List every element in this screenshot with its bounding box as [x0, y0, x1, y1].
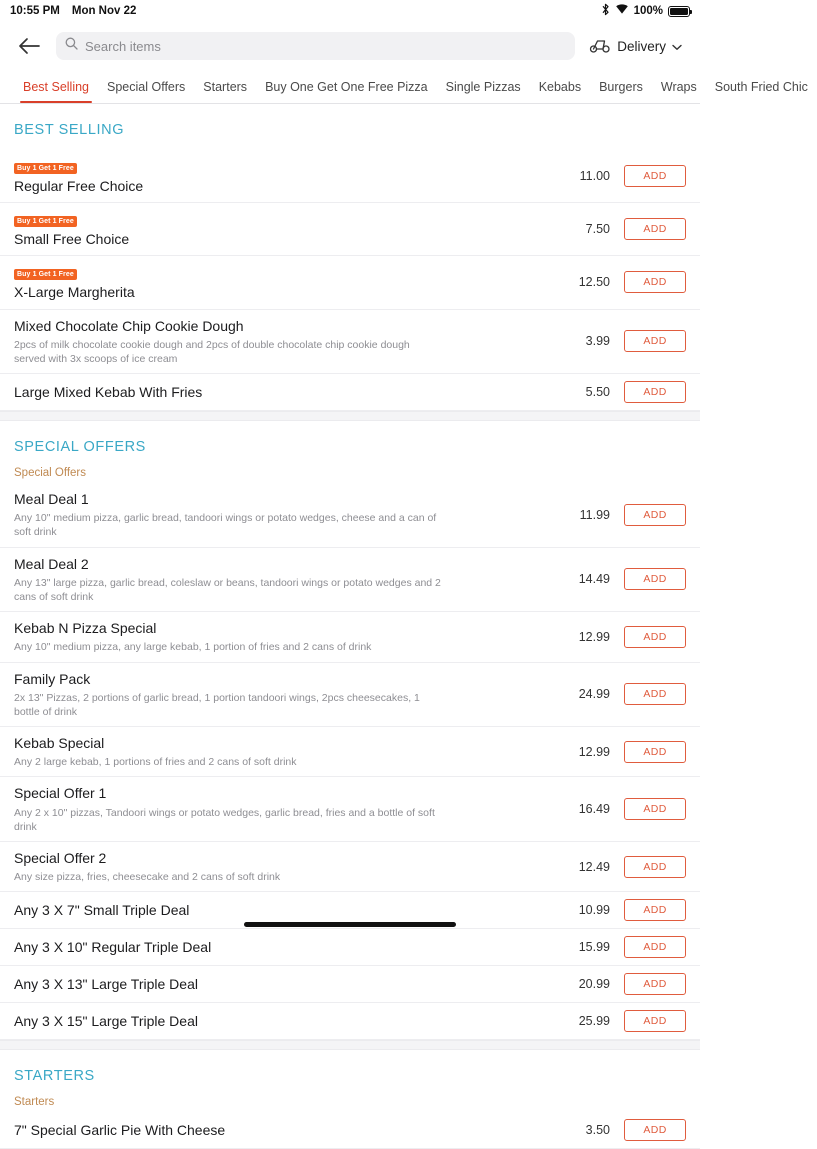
- menu-item-description: Any 2 large kebab, 1 portions of fries and 2 cans of soft drink: [14, 756, 297, 769]
- add-to-cart-button[interactable]: ADD: [624, 271, 686, 293]
- menu-item-info: [14, 975, 556, 993]
- menu-item-info: [14, 490, 556, 540]
- menu-item-name: Meal Deal 1: [14, 491, 89, 508]
- battery-percent: 100%: [633, 5, 663, 17]
- menu-item-description: Any 2 x 10" pizzas, Tandoori wings or potato wedges, garlic bread, fries and a bottle of soft drink: [14, 806, 435, 833]
- menu-item-name: Small Free Choice: [14, 231, 130, 248]
- add-to-cart-button[interactable]: ADD: [624, 504, 686, 526]
- add-to-cart-button[interactable]: ADD: [624, 899, 686, 921]
- menu-item-description: Any 10" medium pizza, any large kebab, 1 portion of fries and 2 cans of drink: [14, 641, 372, 654]
- menu-item-row[interactable]: [0, 612, 700, 662]
- menu-item-name: X-Large Margherita: [14, 284, 135, 301]
- tab-special-offers[interactable]: Special Offers: [107, 79, 186, 94]
- menu-item-description: Any 13" large pizza, garlic bread, coleslaw or beans, tandoori wings or potato wedges and 2 cans of soft drink: [14, 576, 441, 603]
- menu-item-info: [14, 210, 556, 248]
- menu-item-info: [14, 1121, 556, 1139]
- add-to-cart-button[interactable]: ADD: [624, 798, 686, 820]
- menu-item-info: [14, 1012, 556, 1030]
- menu-item-name: Meal Deal 2: [14, 555, 89, 572]
- menu-item-row[interactable]: [0, 548, 700, 613]
- menu-item-row[interactable]: [0, 203, 700, 256]
- menu-item-price: 5.50: [585, 385, 610, 400]
- menu-item-info: [14, 555, 556, 605]
- menu-item-price: 3.99: [585, 334, 610, 349]
- menu-item-info: [14, 901, 556, 919]
- menu-item-price: 12.99: [578, 629, 610, 644]
- menu-item-price: 14.49: [578, 572, 610, 587]
- menu-item-price: 12.99: [578, 744, 610, 759]
- bluetooth-icon: [601, 3, 610, 19]
- add-to-cart-button[interactable]: ADD: [624, 856, 686, 878]
- menu-item-row[interactable]: [0, 663, 700, 728]
- menu-content[interactable]: [0, 104, 700, 1139]
- add-to-cart-button[interactable]: ADD: [624, 683, 686, 705]
- menu-item-info: [14, 784, 556, 834]
- add-to-cart-button[interactable]: ADD: [624, 1010, 686, 1032]
- add-to-cart-button[interactable]: ADD: [624, 330, 686, 352]
- order-mode-label: Delivery: [617, 38, 666, 54]
- offer-badge: Buy 1 Get 1 Free: [14, 216, 77, 227]
- section-header: STARTERS: [14, 1068, 95, 1085]
- status-date: Mon Nov 22: [71, 5, 137, 17]
- menu-item-name: Any 3 X 13" Large Triple Deal: [14, 976, 198, 993]
- category-tabs[interactable]: [0, 70, 808, 104]
- menu-item-row[interactable]: [0, 256, 700, 309]
- menu-item-name: Any 3 X 15" Large Triple Deal: [14, 1013, 198, 1030]
- tab-wraps[interactable]: Wraps: [660, 79, 697, 94]
- home-indicator: [244, 922, 456, 927]
- add-to-cart-button[interactable]: ADD: [624, 741, 686, 763]
- section-subtitle: Starters: [14, 1096, 55, 1109]
- section-subtitle: Special Offers: [14, 467, 87, 480]
- menu-item-row[interactable]: [0, 777, 700, 842]
- add-to-cart-button[interactable]: ADD: [624, 218, 686, 240]
- menu-item-row[interactable]: [0, 842, 700, 892]
- status-bar-left: [10, 5, 136, 17]
- menu-item-price: 3.50: [585, 1123, 610, 1138]
- search-input[interactable]: [85, 39, 566, 54]
- menu-item-info: [14, 263, 556, 301]
- menu-item-name: Mixed Chocolate Chip Cookie Dough: [14, 317, 244, 334]
- section-divider: [0, 1040, 700, 1050]
- menu-item-info: [14, 619, 556, 654]
- menu-item-description: Any size pizza, fries, cheesecake and 2 cans of soft drink: [14, 871, 281, 884]
- section-divider: [0, 411, 700, 421]
- add-to-cart-button[interactable]: ADD: [624, 1119, 686, 1141]
- menu-item-row[interactable]: [0, 310, 700, 375]
- menu-item-name: Any 3 X 10" Regular Triple Deal: [14, 939, 212, 956]
- menu-item-row[interactable]: [0, 727, 700, 777]
- menu-item-price: 7.50: [585, 222, 610, 237]
- menu-item-row[interactable]: [0, 1003, 700, 1040]
- menu-item-price: 25.99: [578, 1014, 610, 1029]
- tab-south-fried-chic[interactable]: South Fried Chic: [714, 79, 808, 94]
- menu-item-name: Special Offer 2: [14, 849, 107, 866]
- tab-burgers[interactable]: Burgers: [599, 79, 643, 94]
- menu-item-info: [14, 317, 556, 367]
- menu-item-info: [14, 849, 556, 884]
- menu-item-description: 2x 13" Pizzas, 2 portions of garlic bread, 1 portion tandoori wings, 2pcs cheesecakes, 1 bottle of drink: [14, 691, 420, 718]
- menu-item-price: 11.00: [579, 169, 610, 184]
- menu-item-row[interactable]: [0, 150, 700, 203]
- menu-item-info: [14, 938, 556, 956]
- menu-item-price: 12.49: [578, 859, 610, 874]
- menu-item-price: 15.99: [578, 940, 610, 955]
- menu-item-price: 16.49: [578, 802, 610, 817]
- menu-item-row[interactable]: [0, 929, 700, 966]
- search-box[interactable]: [56, 32, 575, 60]
- menu-item-name: Special Offer 1: [14, 785, 107, 802]
- menu-item-price: 11.99: [579, 507, 610, 522]
- status-bar: [0, 0, 700, 22]
- section-header: SPECIAL OFFERS: [14, 439, 146, 456]
- menu-item-info: [14, 157, 556, 195]
- menu-item-name: Any 3 X 7" Small Triple Deal: [14, 902, 190, 919]
- offer-badge: Buy 1 Get 1 Free: [14, 269, 77, 280]
- menu-item-name: 7" Special Garlic Pie With Cheese: [14, 1122, 226, 1139]
- chevron-down-icon: [672, 39, 682, 54]
- top-bar: [0, 22, 700, 70]
- menu-item-price: 24.99: [578, 687, 610, 702]
- tab-starters[interactable]: Starters: [203, 79, 248, 94]
- add-to-cart-button[interactable]: ADD: [624, 973, 686, 995]
- menu-item-name: Family Pack: [14, 670, 91, 687]
- tab-kebabs[interactable]: Kebabs: [538, 79, 582, 94]
- back-button[interactable]: [16, 33, 42, 59]
- section-header: BEST SELLING: [14, 122, 125, 138]
- menu-item-row[interactable]: [0, 966, 700, 1003]
- add-to-cart-button[interactable]: ADD: [624, 165, 686, 187]
- battery-icon: [668, 6, 690, 17]
- order-mode-selector[interactable]: [589, 37, 684, 56]
- menu-item-name: Kebab N Pizza Special: [14, 620, 157, 637]
- wifi-icon: [615, 4, 629, 18]
- menu-item-price: 12.50: [578, 275, 610, 290]
- search-icon: [65, 37, 78, 55]
- menu-item-row[interactable]: [0, 374, 700, 411]
- add-to-cart-button[interactable]: ADD: [624, 381, 686, 403]
- menu-item-row[interactable]: [0, 1112, 700, 1149]
- menu-item-price: 10.99: [578, 903, 610, 918]
- menu-item-info: [14, 383, 556, 401]
- add-to-cart-button[interactable]: ADD: [624, 936, 686, 958]
- tab-best-selling[interactable]: Best Selling: [14, 70, 98, 103]
- status-time: 10:55 PM: [10, 5, 60, 17]
- menu-item-info: [14, 670, 556, 720]
- tab-buy-one-get-one-free-pizza[interactable]: Buy One Get One Free Pizza: [265, 79, 428, 94]
- menu-item-description: Any 10" medium pizza, garlic bread, tandoori wings or potato wedges, cheese and a can of soft drink: [14, 512, 437, 539]
- menu-item-price: 20.99: [578, 977, 610, 992]
- menu-item-info: [14, 734, 556, 769]
- tab-single-pizzas[interactable]: Single Pizzas: [445, 79, 521, 94]
- menu-item-name: Regular Free Choice: [14, 178, 144, 194]
- menu-item-name: Large Mixed Kebab With Fries: [14, 384, 203, 400]
- status-bar-right: [601, 3, 690, 19]
- menu-item-name: Kebab Special: [14, 735, 105, 752]
- add-to-cart-button[interactable]: ADD: [624, 626, 686, 648]
- add-to-cart-button[interactable]: ADD: [624, 568, 686, 590]
- delivery-scooter-icon: [589, 37, 611, 56]
- offer-badge: Buy 1 Get 1 Free: [14, 163, 77, 174]
- menu-item-description: 2pcs of milk chocolate cookie dough and 2pcs of double chocolate chip cookie dough served with 3x scoops of ice cream: [14, 338, 410, 365]
- menu-item-row[interactable]: [0, 483, 700, 548]
